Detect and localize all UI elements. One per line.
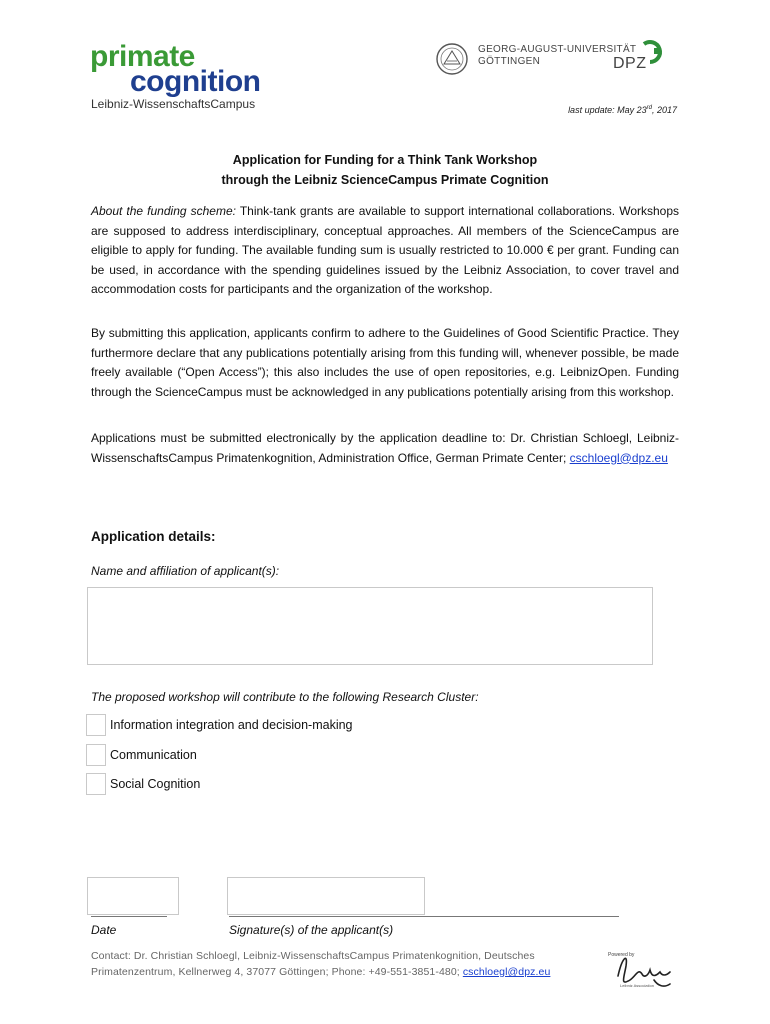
footer-contact: Contact: Dr. Christian Schloegl, Leibniz-WissenschaftsCampus Primatenkognition, Deutsches Primatenzentrum, Kellnerweg 4, 37077 Göttingen; Phone: +49-551-3851-480; cschloegl@dpz.eu (91, 950, 551, 978)
cluster-option-social-cognition[interactable] (86, 773, 200, 795)
dpz-wordmark: DPZ (613, 55, 647, 72)
cluster-checkbox-information-integration[interactable] (86, 714, 106, 736)
signature-underline (229, 916, 619, 917)
footer-email-link[interactable]: cschloegl@dpz.eu (462, 966, 551, 978)
applicant-name-label: Name and affiliation of applicant(s): (91, 564, 280, 578)
last-update: last update: May 23rd, 2017 (568, 105, 677, 115)
cluster-label-social-cognition: Social Cognition (110, 777, 201, 791)
document-title-line1: Application for Funding for a Think Tank Workshop (232, 153, 538, 167)
goettingen-line1: GEORG-AUGUST-UNIVERSITÄT (478, 44, 637, 55)
funding-scheme-lead: About the funding scheme: (91, 204, 236, 218)
signature-label: Signature(s) of the applicant(s) (229, 923, 394, 937)
cluster-label-communication: Communication (110, 748, 197, 762)
date-label: Date (91, 923, 117, 937)
research-cluster-label: The proposed workshop will contribute to the following Research Cluster: (91, 690, 479, 704)
date-field[interactable] (87, 877, 179, 915)
leibniz-tagline: Powered by (608, 952, 635, 958)
cluster-label-information-integration: Information integration and decision-making (110, 718, 353, 732)
funding-scheme-paragraph: About the funding scheme: Think-tank grants are available to support international collaborations. Workshops are supposed to address interdisciplinary, conceptual approaches. All members of the ScienceCampus are eligible to apply for funding. The available funding sum is usually restricted to 10.000 € per grant. Funding can be used, in accordance with the spending guidelines issued by the Leibniz Association, to cover travel and accommodation costs for participants and the organization of the workshop. (91, 204, 680, 297)
cluster-checkbox-communication[interactable] (86, 744, 106, 766)
logo-campus-text: Leibniz-WissenschaftsCampus (91, 97, 256, 111)
leibniz-subtext: Leibniz Association (620, 983, 655, 988)
contact-email-link[interactable]: cschloegl@dpz.eu (569, 450, 668, 465)
goettingen-seal-icon (432, 42, 472, 76)
applicant-name-field[interactable] (87, 587, 653, 665)
signature-field[interactable] (227, 877, 425, 915)
application-details-heading: Application details: (91, 529, 216, 544)
logo-word-cognition: cognition (130, 65, 261, 98)
cluster-option-communication[interactable] (86, 744, 197, 766)
submission-paragraph: Applications must be submitted electronically by the application deadline to: Dr. Christian Schloegl, Leibniz-WissenschaftsCampus Primatenkognition, Administration Office, German Primate Center; cschloegl@dpz.eu (91, 431, 679, 465)
logo-word-primate: primate (90, 40, 195, 73)
document-title-line2: through the Leibniz ScienceCampus Primate Cognition (221, 173, 549, 187)
cluster-option-information-integration[interactable] (86, 714, 353, 736)
good-practice-paragraph: By submitting this application, applicants confirm to adhere to the Guidelines of Good Scientific Practice. They furthermore declare that any publications potentially arising from this funding will, whenever possible, be made freely available (“Open Access”); this also includes the use of open repositories, e.g. LeibnizOpen. Funding through the ScienceCampus must be acknowledged in any publications potentially arising from this workshop. (91, 326, 679, 399)
date-underline (91, 916, 167, 917)
cluster-checkbox-social-cognition[interactable] (86, 773, 106, 795)
goettingen-line2: GÖTTINGEN (478, 56, 541, 67)
